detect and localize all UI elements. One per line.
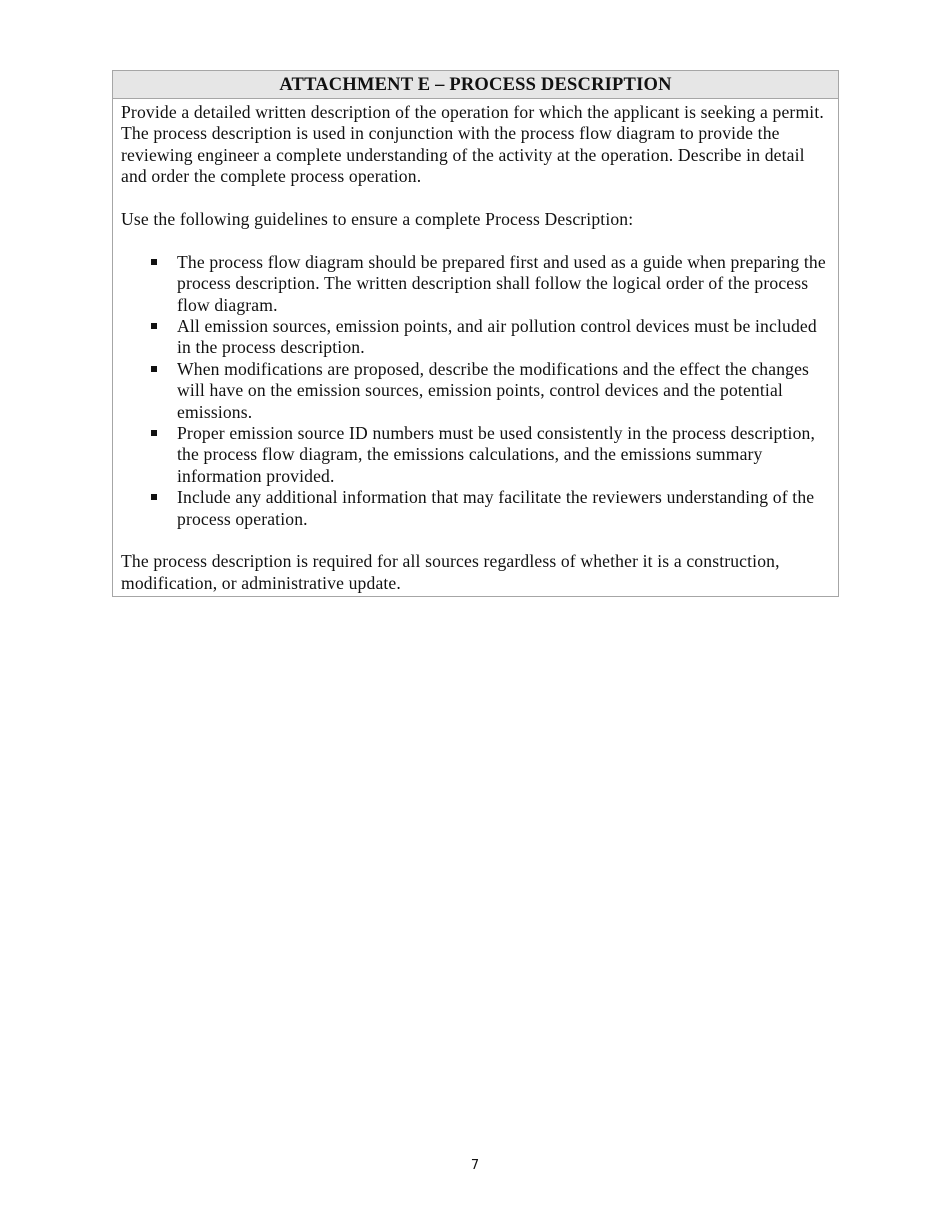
square-bullet-icon <box>151 494 157 500</box>
paragraph-spacer <box>121 188 830 209</box>
guideline-item <box>121 316 830 359</box>
guidelines-lead: Use the following guidelines to ensure a complete Process Description: <box>121 209 634 230</box>
guideline-item <box>121 423 830 487</box>
guideline-item <box>121 252 830 316</box>
square-bullet-icon <box>151 259 157 265</box>
guideline-text: The process flow diagram should be prepared first and used as a guide when preparing the process description. The written description shall follow the logical order of the process flow diagram. <box>177 251 826 315</box>
paragraph-spacer <box>121 230 830 251</box>
square-bullet-icon <box>151 366 157 372</box>
attachment-body <box>113 99 838 596</box>
guideline-text: Proper emission source ID numbers must be used consistently in the process description, the process flow diagram, the emissions calculations, and the emissions summary information provided. <box>177 423 816 486</box>
intro-paragraph: Provide a detailed written description of the operation for which the applicant is seeking a permit. The process description is used in conjunction with the process flow diagram to provide the reviewing engineer a complete understanding of the activity at the operation. Describe in detail and order the complete process operation. <box>121 102 824 187</box>
guidelines-list <box>121 252 830 530</box>
paragraph-spacer <box>121 530 830 551</box>
attachment-box <box>112 70 839 597</box>
closing-paragraph: The process description is required for all sources regardless of whether it is a construction, modification, or administrative update. <box>121 551 780 593</box>
square-bullet-icon <box>151 323 157 329</box>
guideline-text: Include any additional information that may facilitate the reviewers understanding of the process operation. <box>177 487 815 529</box>
guideline-text: When modifications are proposed, describe the modifications and the effect the changes will have on the emission sources, emission points, control devices and the potential emissions. <box>177 358 810 422</box>
attachment-title: ATTACHMENT E – PROCESS DESCRIPTION <box>113 71 838 99</box>
page-number: 7 <box>470 1158 480 1173</box>
guideline-item <box>121 359 830 423</box>
guideline-text: All emission sources, emission points, and air pollution control devices must be included in the process description. <box>177 316 817 358</box>
square-bullet-icon <box>151 430 157 436</box>
guideline-item <box>121 487 830 530</box>
